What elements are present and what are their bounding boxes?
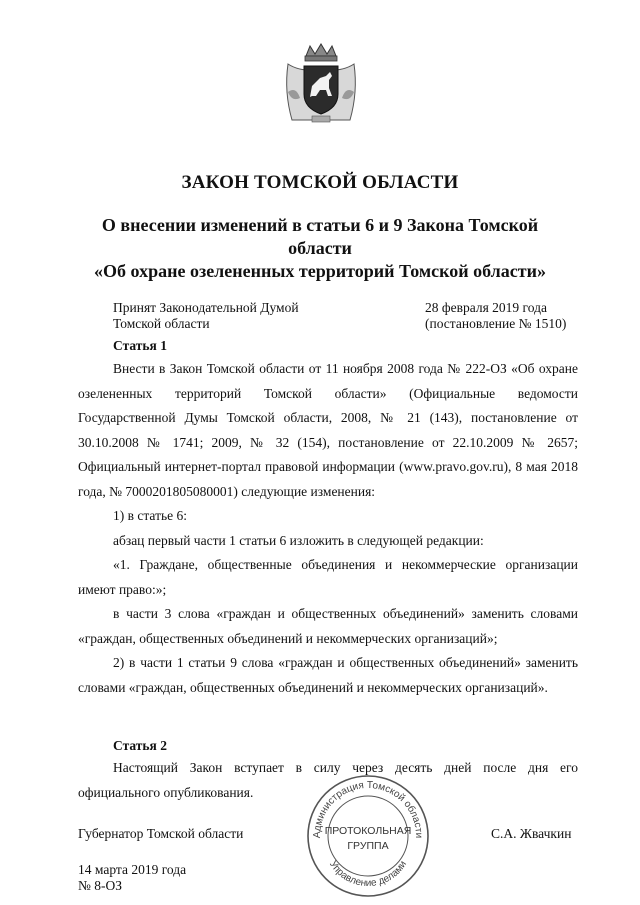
article-1-body [78, 357, 578, 700]
stamp-center-line: ПРОТОКОЛЬНАЯ [324, 825, 412, 837]
tomsk-coat-of-arms-emblem [282, 42, 360, 128]
article-paragraph: 1) в статье 6: [113, 508, 187, 523]
article-paragraph: в части 3 слова «граждан и общественных объединений» заменить словами «граждан, общественных объединений и некоммерческих организаций»; [78, 606, 578, 646]
signatory-name: С.А. Жвачкин [491, 826, 572, 841]
adoption-body [113, 300, 299, 332]
stamp-center-line: ГРУППА [347, 840, 389, 852]
article-paragraph: Настоящий Закон вступает в силу через десять дней после дня его официального опубликования. [78, 760, 578, 800]
law-number: № 8-ОЗ [78, 878, 123, 893]
stamp-ring-text: Администрация Томской области [311, 779, 425, 839]
subtitle-line: области [288, 238, 352, 258]
adoption-date-line: 28 февраля 2019 года [425, 300, 547, 315]
signing-date: 14 марта 2019 года [78, 862, 187, 877]
adoption-date [425, 300, 566, 332]
article-2-heading: Статья 2 [113, 738, 167, 753]
article-paragraph: абзац первый части 1 статьи 6 изложить в следующей редакции: [113, 532, 484, 548]
adoption-resolution-line: (постановление № 1510) [425, 316, 567, 331]
article-paragraph: Внести в Закон Томской области от 11 ноября 2008 года № 222-ОЗ «Об охране озелененных территорий Томской области» (Официальные ведомости Государственной Думы Томской области, 2008, № 21 (143), постановление от 30.10.2008 № 1741; 2009, № 32 (154), постановление от 22.10.2009 № 2657; Официальный интернет-портал правовой информации (www.pravo.gov.ru), 8 мая 2018 года, № 7000201805080001) следующие изменения: [78, 361, 578, 499]
stamp-ring-text-bottom: Управление делами [326, 859, 410, 890]
article-paragraph: 2) в части 1 статьи 9 слова «граждан и общественных объединений» заменить словами «граждан, общественных объединений и некоммерческих организаций». [78, 655, 578, 695]
subtitle-line: «Об охране озелененных территорий Томской области» [94, 261, 546, 281]
subtitle-line: О внесении изменений в статьи 6 и 9 Закона Томской [101, 215, 539, 235]
document-title: ЗАКОН ТОМСКОЙ ОБЛАСТИ [181, 172, 459, 193]
adoption-body-line: Принят Законодательной Думой [113, 300, 299, 315]
signing-info [78, 862, 186, 894]
article-1-heading: Статья 1 [113, 338, 167, 353]
document-subtitle [60, 214, 580, 283]
protocol-group-stamp [304, 772, 432, 900]
adoption-body-line: Томской области [113, 316, 210, 331]
signatory-position: Губернатор Томской области [78, 826, 244, 841]
article-paragraph: «1. Граждане, общественные объединения и некоммерческие организации имеют право:»; [78, 557, 578, 597]
